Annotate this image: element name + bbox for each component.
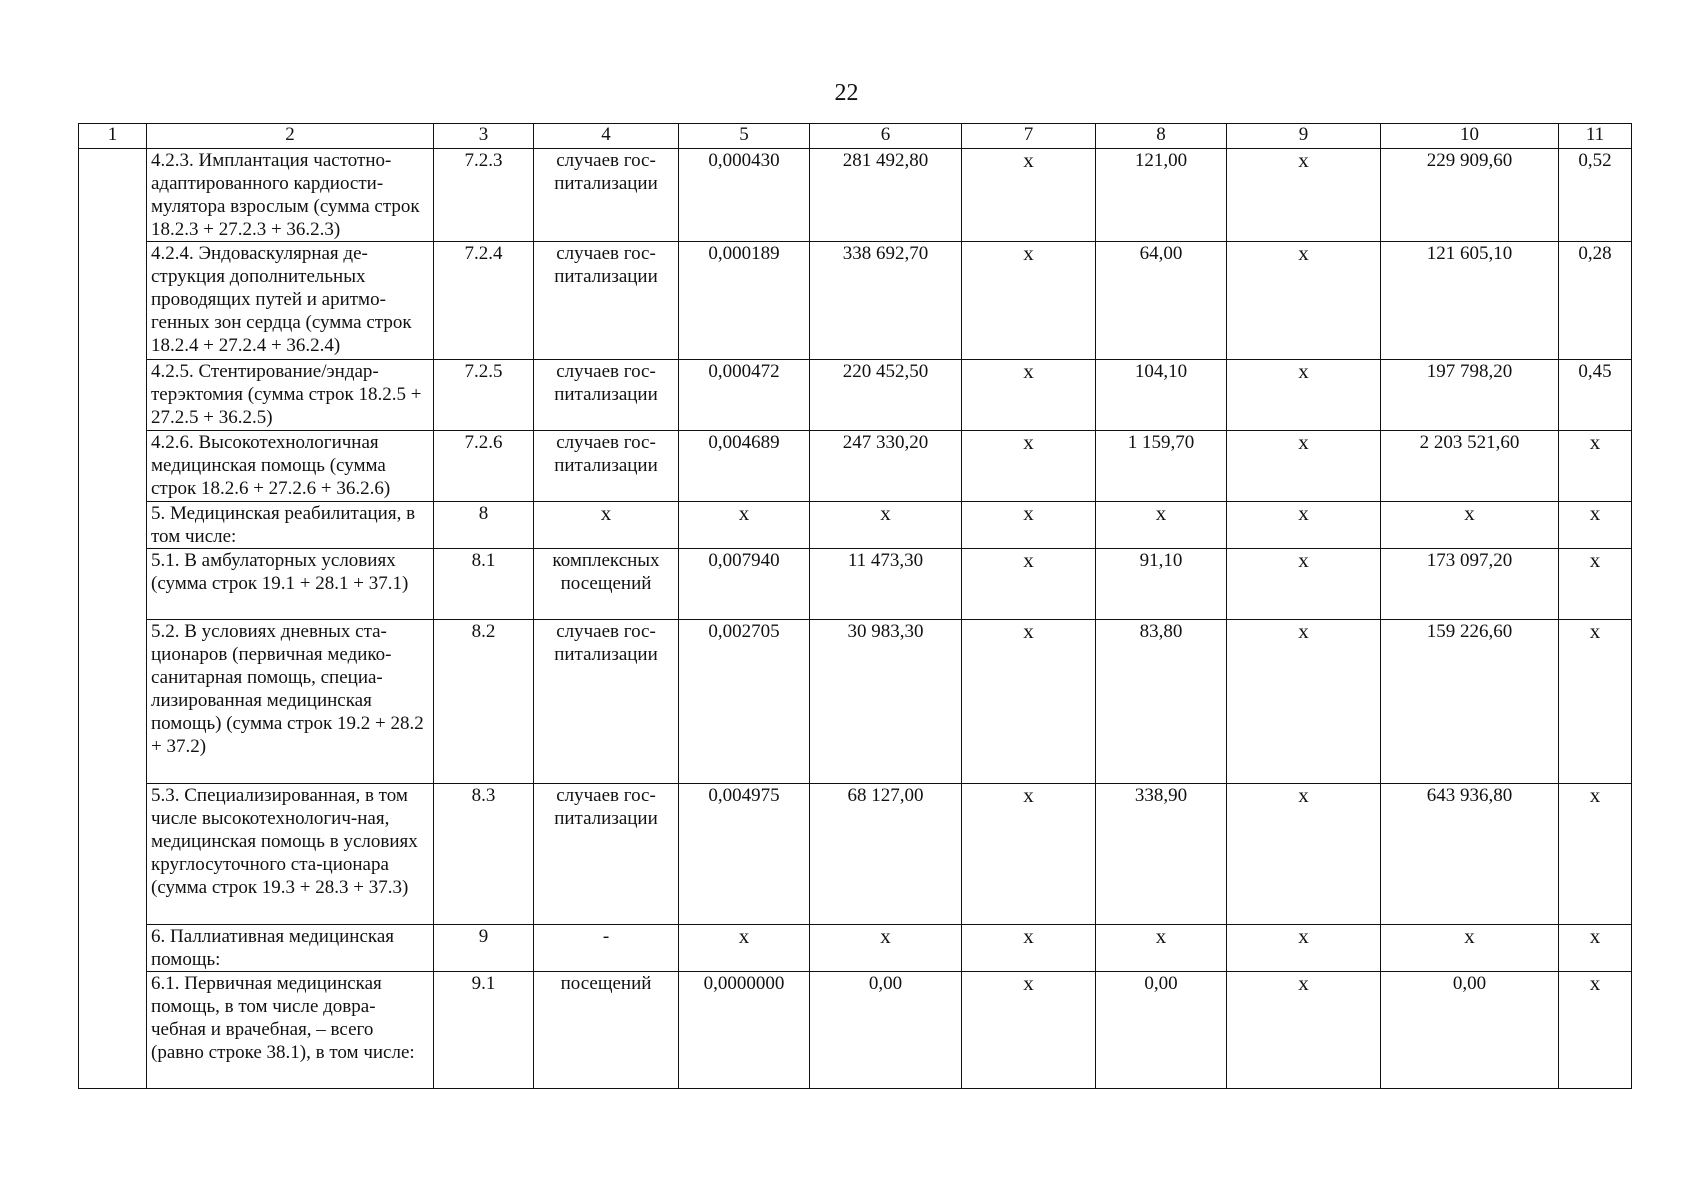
row-code: 7.2.3 [434, 149, 534, 242]
value-cell: x [1559, 431, 1632, 502]
header-cell: 6 [810, 124, 962, 149]
data-table [78, 123, 1632, 1089]
value-cell: 197 798,20 [1381, 360, 1559, 431]
row-unit: случаев гос-питализации [534, 242, 679, 360]
row-unit: случаев гос-питализации [534, 784, 679, 925]
header-cell: 4 [534, 124, 679, 149]
value-cell: 0,000472 [679, 360, 810, 431]
row-unit: случаев гос-питализации [534, 360, 679, 431]
row-code: 7.2.4 [434, 242, 534, 360]
value-cell: x [1227, 242, 1381, 360]
row-unit: - [534, 925, 679, 972]
value-cell: 83,80 [1096, 620, 1227, 784]
row-code: 9 [434, 925, 534, 972]
header-cell: 3 [434, 124, 534, 149]
value-cell: x [1227, 972, 1381, 1089]
value-cell: x [962, 149, 1096, 242]
value-cell: x [1559, 549, 1632, 620]
value-cell: x [1227, 620, 1381, 784]
value-cell: 104,10 [1096, 360, 1227, 431]
row-name: 4.2.6. Высокотехнологичная медицинская помощь (сумма строк 18.2.6 + 27.2.6 + 36.2.6) [147, 431, 434, 502]
table-row [79, 620, 1632, 784]
value-cell: x [962, 784, 1096, 925]
value-cell: 338 692,70 [810, 242, 962, 360]
row-name: 5.1. В амбулаторных условиях (сумма строк 19.1 + 28.1 + 37.1) [147, 549, 434, 620]
header-row [79, 124, 1632, 149]
value-cell: х [679, 502, 810, 549]
value-cell: х [679, 925, 810, 972]
value-cell: x [1227, 431, 1381, 502]
value-cell: x [1559, 972, 1632, 1089]
value-cell: 121 605,10 [1381, 242, 1559, 360]
header-cell: 11 [1559, 124, 1632, 149]
value-cell: х [1096, 925, 1227, 972]
header-cell: 1 [79, 124, 147, 149]
value-cell: x [1559, 502, 1632, 549]
value-cell: 0,28 [1559, 242, 1632, 360]
value-cell: 0,000430 [679, 149, 810, 242]
value-cell: 91,10 [1096, 549, 1227, 620]
value-cell: х [1227, 502, 1381, 549]
value-cell: 1 159,70 [1096, 431, 1227, 502]
row-name: 4.2.5. Стентирование/эндар-терэктомия (сумма строк 18.2.5 + 27.2.5 + 36.2.5) [147, 360, 434, 431]
value-cell: 338,90 [1096, 784, 1227, 925]
blank-column-cell [79, 149, 147, 1089]
value-cell: 11 473,30 [810, 549, 962, 620]
table-row [79, 360, 1632, 431]
value-cell: x [962, 431, 1096, 502]
table-row [79, 972, 1632, 1089]
value-cell: 0,004689 [679, 431, 810, 502]
table-row [79, 549, 1632, 620]
row-unit: комплексных посещений [534, 549, 679, 620]
value-cell: 281 492,80 [810, 149, 962, 242]
value-cell: х [1227, 925, 1381, 972]
value-cell: 643 936,80 [1381, 784, 1559, 925]
row-name: 4.2.3. Имплантация частотно-адаптированного кардиости-мулятора взрослым (сумма строк 18.2.3 + 27.2.3 + 36.2.3) [147, 149, 434, 242]
row-name: 5. Медицинская реабилитация, в том числе: [147, 502, 434, 549]
table-row [79, 925, 1632, 972]
value-cell: x [1559, 925, 1632, 972]
header-cell: 10 [1381, 124, 1559, 149]
value-cell: x [1559, 620, 1632, 784]
value-cell: 0,52 [1559, 149, 1632, 242]
row-unit: посещений [534, 972, 679, 1089]
row-unit: случаев гос-питализации [534, 620, 679, 784]
page-number: 22 [834, 80, 859, 106]
header-cell: 2 [147, 124, 434, 149]
value-cell: х [1381, 925, 1559, 972]
value-cell: 0,00 [810, 972, 962, 1089]
header-cell: 5 [679, 124, 810, 149]
value-cell: 173 097,20 [1381, 549, 1559, 620]
value-cell: 30 983,30 [810, 620, 962, 784]
value-cell: 0,002705 [679, 620, 810, 784]
value-cell: x [1227, 149, 1381, 242]
header-cell: 8 [1096, 124, 1227, 149]
value-cell: x [1559, 784, 1632, 925]
header-cell: 7 [962, 124, 1096, 149]
row-code: 7.2.6 [434, 431, 534, 502]
value-cell: 247 330,20 [810, 431, 962, 502]
row-name: 4.2.4. Эндоваскулярная де-струкция дополнительных проводящих путей и аритмо-генных зон сердца (сумма строк 18.2.4 + 27.2.4 + 36.2.4) [147, 242, 434, 360]
value-cell: x [962, 360, 1096, 431]
row-unit: случаев гос-питализации [534, 149, 679, 242]
value-cell: 64,00 [1096, 242, 1227, 360]
value-cell: 0,0000000 [679, 972, 810, 1089]
value-cell: x [962, 620, 1096, 784]
value-cell: 121,00 [1096, 149, 1227, 242]
value-cell: 2 203 521,60 [1381, 431, 1559, 502]
row-name: 6.1. Первичная медицинская помощь, в том числе довра-чебная и врачебная, – всего (равно строке 38.1), в том числе: [147, 972, 434, 1089]
row-name: 5.3. Специализированная, в том числе высокотехнологич-ная, медицинская помощь в условиях круглосуточного ста-ционара (сумма строк 19.3 + 28.3 + 37.3) [147, 784, 434, 925]
row-code: 8.2 [434, 620, 534, 784]
value-cell: x [1227, 784, 1381, 925]
value-cell: х [810, 502, 962, 549]
value-cell: x [962, 549, 1096, 620]
row-code: 9.1 [434, 972, 534, 1089]
value-cell: 0,45 [1559, 360, 1632, 431]
value-cell: x [962, 242, 1096, 360]
value-cell: 0,004975 [679, 784, 810, 925]
row-name: 5.2. В условиях дневных ста-ционаров (первичная медико-санитарная помощь, специа-лизированная медицинская помощь) (сумма строк 19.2 + 28.2 + 37.2) [147, 620, 434, 784]
value-cell: 0,007940 [679, 549, 810, 620]
value-cell: 0,00 [1096, 972, 1227, 1089]
table-row [79, 149, 1632, 242]
value-cell: 220 452,50 [810, 360, 962, 431]
value-cell: х [962, 502, 1096, 549]
value-cell: x [1227, 549, 1381, 620]
value-cell: 0,00 [1381, 972, 1559, 1089]
row-name: 6. Паллиативная медицинская помощь: [147, 925, 434, 972]
table-row [79, 502, 1632, 549]
table-row [79, 431, 1632, 502]
row-unit: случаев гос-питализации [534, 431, 679, 502]
header-cell: 9 [1227, 124, 1381, 149]
value-cell: 68 127,00 [810, 784, 962, 925]
value-cell: х [1381, 502, 1559, 549]
value-cell: 0,000189 [679, 242, 810, 360]
value-cell: x [1227, 360, 1381, 431]
table-row [79, 242, 1632, 360]
row-code: 7.2.5 [434, 360, 534, 431]
value-cell: x [962, 972, 1096, 1089]
row-code: 8.1 [434, 549, 534, 620]
value-cell: х [962, 925, 1096, 972]
value-cell: х [810, 925, 962, 972]
table-row [79, 784, 1632, 925]
value-cell: 229 909,60 [1381, 149, 1559, 242]
value-cell: х [534, 502, 679, 549]
value-cell: х [1096, 502, 1227, 549]
row-code: 8.3 [434, 784, 534, 925]
value-cell: 159 226,60 [1381, 620, 1559, 784]
row-code: 8 [434, 502, 534, 549]
